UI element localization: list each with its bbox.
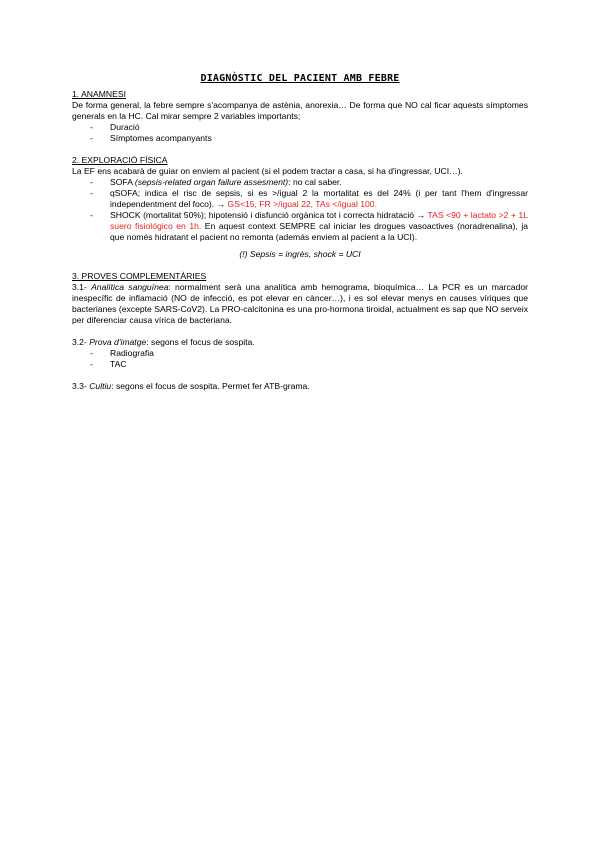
subsection-text: : segons el focus de sospita. <box>146 337 255 347</box>
list-item-text: Símptomes acompanyants <box>110 133 212 143</box>
shock-criteria: TAS <90 + lactato >2 + 1L suero fisiológico en 1h. <box>110 210 528 231</box>
sofa-note: : no cal saber. <box>288 177 342 187</box>
sofa-expansion: (sepsis-related organ failure assesment) <box>134 177 289 187</box>
document-title: DIAGNÒSTIC DEL PACIENT AMB FEBRE <box>200 73 400 84</box>
shock-text: SHOCK (mortalitat 50%); hipotensió i disfunció orgànica tot i correcta hidratació → <box>110 210 428 220</box>
subsection-label: Prova d'imatge <box>89 337 147 347</box>
shock-context: En aquest context SEMPRE cal iniciar les drogues vasoactives (noradrenalina), ja que només hidratant el pacient no remonta (además enviem al pacient a la UCI). <box>110 221 529 242</box>
subsection-text: : segons el focus de sospita. Permet fer ATB-grama. <box>111 381 310 391</box>
subsection-number: 3.3- <box>72 381 90 391</box>
list-item-shock <box>72 210 528 243</box>
list-item-qsofa <box>72 188 528 210</box>
exploracio-intro: La EF ens acabarà de guiar on enviem al pacient (si el podem tractar a casa, si ha d'ingressar, UCI…). <box>72 166 463 176</box>
list-item-text: Radiografia <box>110 348 154 358</box>
list-item-sofa <box>72 177 528 188</box>
dash-bullet: - <box>90 133 93 143</box>
section-heading-exploracio: 2. EXPLORACIÓ FÍSICA <box>72 155 168 165</box>
proves-analitica <box>72 282 528 326</box>
list-item <box>72 348 528 359</box>
anamnesi-list <box>72 122 528 144</box>
qsofa-criteria: GS<15, FR >/igual 22, TAs </igual 100. <box>227 199 377 209</box>
list-item-text: Duració <box>110 122 140 132</box>
subsection-label: Analítica sanguínea <box>91 282 169 292</box>
dash-bullet: - <box>90 210 93 220</box>
anamnesi-paragraph: De forma general, la febre sempre s'acompanya de astènia, anorexia… De forma que NO cal ficar aquests símptomes generals en la HC. Cal mirar sempre 2 variables importants; <box>72 100 528 121</box>
sofa-label: SOFA <box>110 177 135 187</box>
dash-bullet: - <box>90 359 93 369</box>
proves-cultiu <box>72 381 528 392</box>
document-page <box>72 72 528 392</box>
exploracio-list <box>72 177 528 243</box>
subsection-label: Cultiu <box>89 381 112 391</box>
subsection-number: 3.1- <box>72 282 92 292</box>
section-heading-proves: 3. PROVES COMPLEMENTÀRIES <box>72 271 207 281</box>
sepsis-note: (!) Sepsis = ingrès, shock = UCI <box>239 249 361 259</box>
dash-bullet: - <box>90 188 93 198</box>
imatge-list <box>72 348 528 370</box>
qsofa-text: qSOFA; indica el risc de sepsis, si es >/igual 2 la mortalitat es del 24% (i per tant l'hem d'ingressar independentment del foco). → <box>110 188 528 209</box>
list-item <box>72 359 528 370</box>
subsection-number: 3.2- <box>72 337 90 347</box>
dash-bullet: - <box>90 177 93 187</box>
list-item-text: TAC <box>110 359 127 369</box>
dash-bullet: - <box>90 122 93 132</box>
dash-bullet: - <box>90 348 93 358</box>
list-item <box>72 133 528 144</box>
subsection-text: : normalment serà una analítica amb hemograma, bioquímica… La PCR es un marcador inespecífic de inflamació (NO de infecció, es pot elevar en càncer…), i es sol elevar menys en causes víriques que bacterianes (excepte SARS-CoV2). La PRO-calcitonina es una pro-hormona tiroidal, actualment es sap que NO serveix per diferenciar causa vírica de bacteriana. <box>72 282 528 325</box>
proves-imatge <box>72 337 528 348</box>
section-heading-anamnesi: 1. ANAMNESI <box>72 89 126 99</box>
list-item <box>72 122 528 133</box>
